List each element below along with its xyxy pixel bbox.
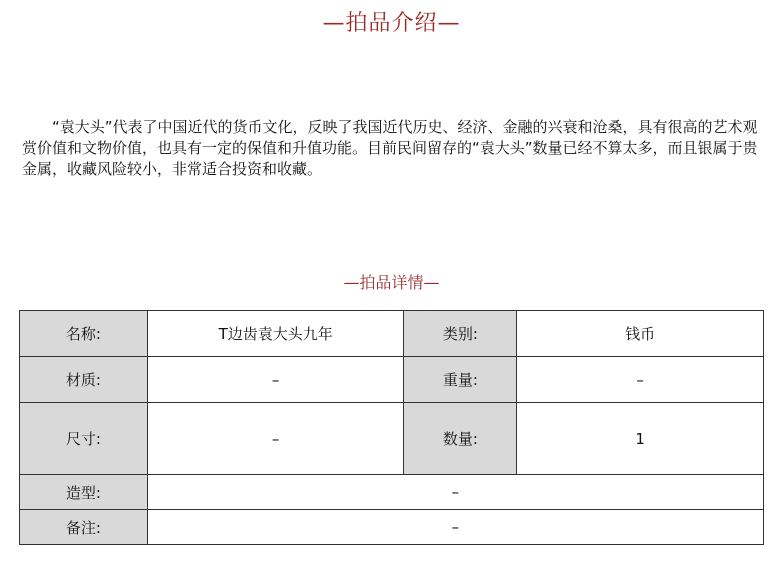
table-row <box>20 475 764 510</box>
intro-title: —拍品介绍— <box>322 11 461 36</box>
weight-label: 重量: <box>404 357 517 403</box>
name-label: 名称: <box>20 311 148 357</box>
category-label: 类别: <box>404 311 517 357</box>
quantity-label: 数量: <box>404 403 517 475</box>
detail-table <box>19 310 764 545</box>
table-row <box>20 510 764 545</box>
weight-value: – <box>517 357 764 403</box>
intro-paragraph: “袁大头”代表了中国近代的货币文化，反映了我国近代历史、经济、金融的兴衰和沧桑，具有很高的艺术观赏价值和文物价值，也具有一定的保值和升值功能。目前民间留存的“袁大头”数量已经不算太多，而且银属于贵金属，收藏风险较小，非常适合投资和收藏。 <box>22 118 758 178</box>
table-row <box>20 357 764 403</box>
material-label: 材质: <box>20 357 148 403</box>
note-value: – <box>147 510 763 545</box>
size-value: – <box>147 403 404 475</box>
table-row <box>20 403 764 475</box>
category-value: 钱币 <box>517 311 764 357</box>
note-label: 备注: <box>20 510 148 545</box>
material-value: – <box>147 357 404 403</box>
quantity-value: 1 <box>517 403 764 475</box>
name-value: T边齿袁大头九年 <box>147 311 404 357</box>
detail-title: —拍品详情— <box>343 273 440 292</box>
size-label: 尺寸: <box>20 403 148 475</box>
table-row <box>20 311 764 357</box>
shape-label: 造型: <box>20 475 148 510</box>
shape-value: – <box>147 475 763 510</box>
